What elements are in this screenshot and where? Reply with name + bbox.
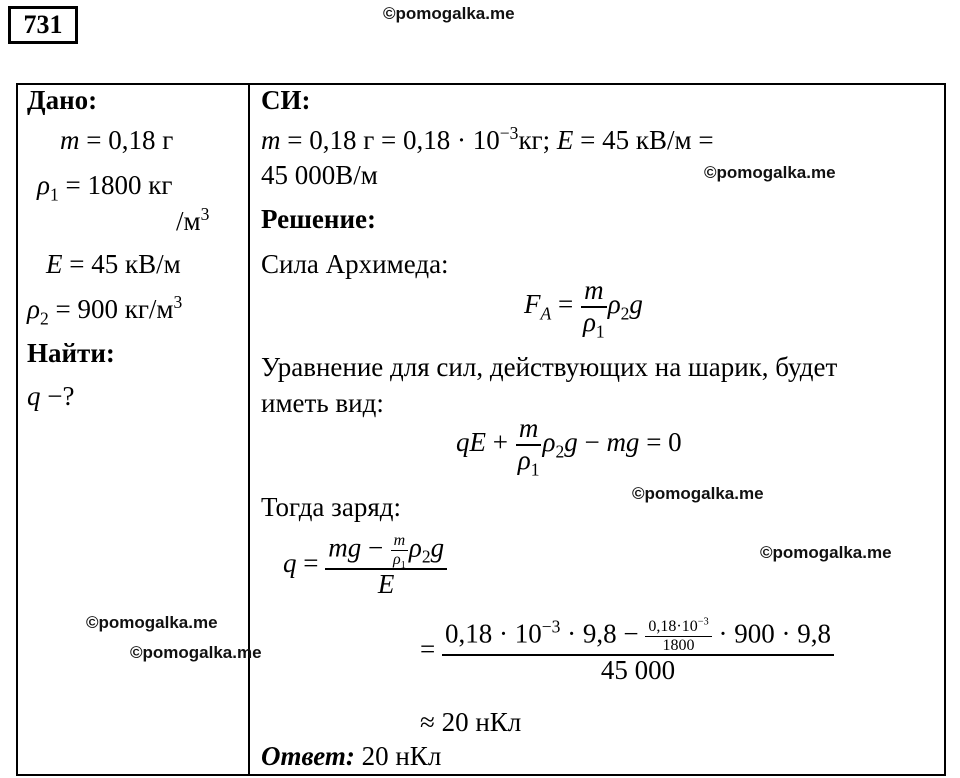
- force-equation: qE + $\frac{m}{\rho_1}$ $\rho_2g$ − mg = 0: [456, 413, 682, 480]
- charge-label: Тогда заряд:: [261, 492, 401, 522]
- given-density2: $\rho_2 = 900$ $кг/м^3$: [27, 292, 183, 329]
- find-heading: Найти:: [27, 338, 115, 368]
- si-heading: СИ:: [261, 85, 311, 115]
- equation-text-2: иметь вид:: [261, 388, 384, 418]
- given-field: E = 45 кВ/м: [46, 249, 181, 279]
- watermark: ©pomogalka.me: [86, 613, 218, 632]
- problem-number: 731: [8, 6, 78, 44]
- watermark: ©pomogalka.me: [130, 643, 262, 662]
- solution-heading: Решение:: [261, 204, 376, 234]
- find-value: q −?: [27, 381, 75, 411]
- charge-numeric: = $0,18 \cdot 10^{-3} \cdot 9,8$ − $\frac{0,18\cdot 10^{-3}}{1800}$ · 900 · 9,8 45 000: [420, 618, 834, 686]
- given-density1: $\rho_1 = 1800$ кг: [37, 170, 173, 205]
- answer-value: 20 нКл: [361, 741, 442, 771]
- si-line-1: m = 0,18 $г = 0,18 \cdot 10^{-3}кг$; E = 45 кВ/м =: [261, 123, 714, 155]
- equation-text: Уравнение для сил, действующих на шарик, будет: [261, 352, 838, 382]
- answer-label: Ответ:: [261, 741, 355, 771]
- column-divider: [248, 83, 250, 774]
- given-heading: Дано:: [27, 85, 98, 115]
- given-density1-unit: $/м^3$: [176, 204, 210, 236]
- watermark: ©pomogalka.me: [632, 484, 764, 503]
- watermark: ©pomogalka.me: [383, 4, 515, 23]
- archimedes-label: Сила Архимеда:: [261, 249, 449, 279]
- watermark: ©pomogalka.me: [760, 543, 892, 562]
- archimedes-formula: $F_A$ = $\frac{m}{\rho_1}$ $\rho_2g$: [524, 275, 643, 342]
- watermark: ©pomogalka.me: [704, 163, 836, 182]
- si-line-2: 45 000В/м: [261, 160, 378, 190]
- charge-result: ≈ 20 нКл: [420, 707, 522, 737]
- answer-line: [261, 741, 441, 772]
- given-mass: m = 0,18 г: [60, 125, 174, 155]
- charge-formula: q = mg − $\frac{m}{\rho_1}$ $\rho_2g$ E: [283, 532, 447, 600]
